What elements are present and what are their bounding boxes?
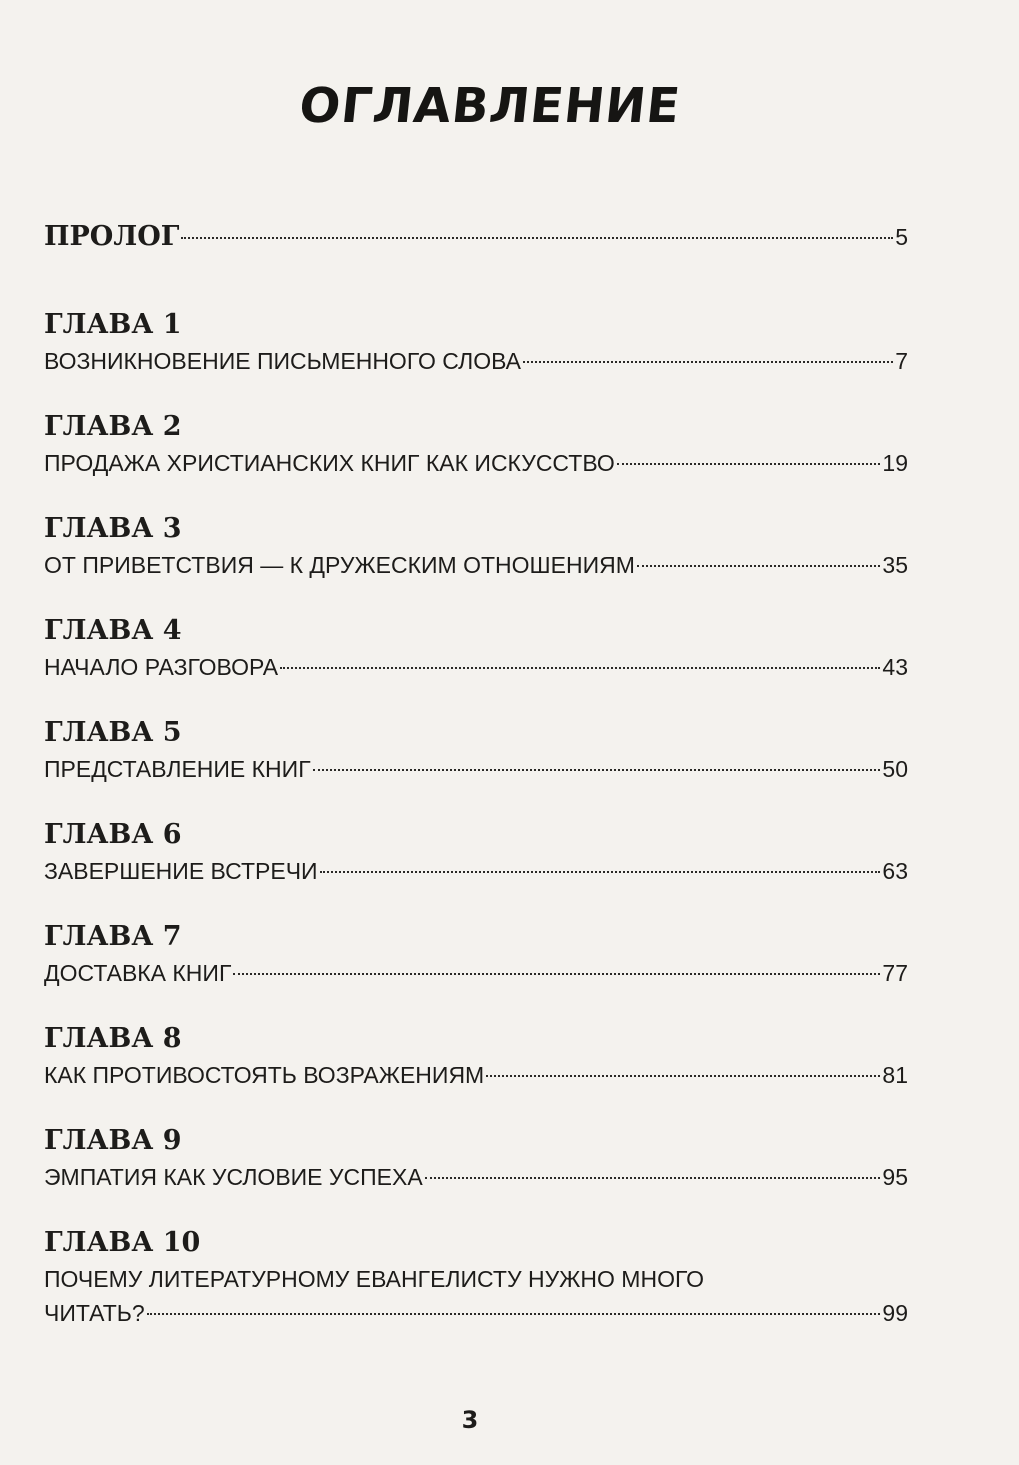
- toc-entry-title: ПРЕДСТАВЛЕНИЕ КНИГ: [44, 756, 311, 782]
- toc-page-number: 43: [882, 654, 908, 680]
- chapter-label: ГЛАВА 6: [44, 819, 182, 850]
- toc-entry-chapter-9[interactable]: [44, 1122, 908, 1194]
- chapter-label: ГЛАВА 5: [44, 717, 182, 748]
- toc-entry-title: ДОСТАВКА КНИГ: [44, 960, 232, 986]
- chapter-label: ГЛАВА 8: [44, 1023, 182, 1054]
- chapter-label: ГЛАВА 1: [44, 309, 182, 340]
- toc-entry-title: ЭМПАТИЯ КАК УСЛОВИЕ УСПЕХА: [44, 1164, 423, 1190]
- leader-dots: [637, 565, 881, 567]
- leader-dots: [523, 361, 893, 363]
- toc-entry-chapter-4[interactable]: [44, 612, 908, 684]
- chapter-label: ГЛАВА 4: [44, 615, 182, 646]
- leader-dots: [233, 973, 880, 975]
- toc-entry-chapter-2[interactable]: [44, 408, 908, 480]
- chapter-label: ГЛАВА 7: [44, 921, 182, 952]
- leader-dots: [147, 1313, 881, 1315]
- toc-entry-title: ВОЗНИКНОВЕНИЕ ПИСЬМЕННОГО СЛОВА: [44, 348, 522, 374]
- toc-entry-prolog[interactable]: [44, 218, 908, 256]
- toc-page-number: 99: [882, 1300, 908, 1326]
- toc-entry-title: ЗАВЕРШЕНИЕ ВСТРЕЧИ: [44, 858, 318, 884]
- toc-entry-title-line-1: ПОЧЕМУ ЛИТЕРАТУРНОМУ ЕВАНГЕЛИСТУ НУЖНО МНОГО: [44, 1266, 705, 1292]
- toc-page-number: 63: [882, 858, 908, 884]
- toc-page-number: 81: [882, 1062, 908, 1088]
- toc-entry-chapter-7[interactable]: [44, 918, 908, 990]
- toc-page-number: 35: [882, 552, 908, 578]
- leader-dots: [313, 769, 881, 771]
- table-of-contents: [44, 218, 908, 1360]
- leader-dots: [425, 1177, 881, 1179]
- chapter-label: ГЛАВА 3: [44, 513, 182, 544]
- leader-dots: [320, 871, 881, 873]
- toc-page-number: 95: [882, 1164, 908, 1190]
- chapter-label: ГЛАВА 10: [44, 1227, 201, 1258]
- toc-page-number: 77: [882, 960, 908, 986]
- toc-entry-title: ОТ ПРИВЕТСТВИЯ — К ДРУЖЕСКИМ ОТНОШЕНИЯМ: [44, 552, 635, 578]
- toc-entry-chapter-5[interactable]: [44, 714, 908, 786]
- leader-dots: [617, 463, 881, 465]
- toc-entry-title: ПРОДАЖА ХРИСТИАНСКИХ КНИГ КАК ИСКУССТВО: [44, 450, 615, 476]
- toc-entry-chapter-1[interactable]: [44, 306, 908, 378]
- toc-page-number: 19: [882, 450, 908, 476]
- toc-page-number: 7: [895, 348, 908, 374]
- toc-entry-chapter-6[interactable]: [44, 816, 908, 888]
- toc-entry-title: ПРОЛОГ: [44, 221, 180, 252]
- toc-entry-title: КАК ПРОТИВОСТОЯТЬ ВОЗРАЖЕНИЯМ: [44, 1062, 485, 1088]
- page-title: ОГЛАВЛЕНИЕ: [296, 78, 684, 134]
- toc-entry-chapter-8[interactable]: [44, 1020, 908, 1092]
- toc-page-number: 50: [882, 756, 908, 782]
- toc-page-number: 5: [895, 224, 908, 250]
- chapter-label: ГЛАВА 9: [44, 1125, 182, 1156]
- toc-entry-title-line-2: ЧИТАТЬ?: [44, 1300, 145, 1326]
- toc-entry-chapter-10[interactable]: [44, 1224, 908, 1330]
- chapter-label: ГЛАВА 2: [44, 411, 182, 442]
- toc-entry-chapter-3[interactable]: [44, 510, 908, 582]
- leader-dots: [181, 237, 893, 239]
- page-number: 3: [461, 1406, 479, 1434]
- toc-entry-title: НАЧАЛО РАЗГОВОРА: [44, 654, 279, 680]
- leader-dots: [486, 1075, 880, 1077]
- leader-dots: [280, 667, 880, 669]
